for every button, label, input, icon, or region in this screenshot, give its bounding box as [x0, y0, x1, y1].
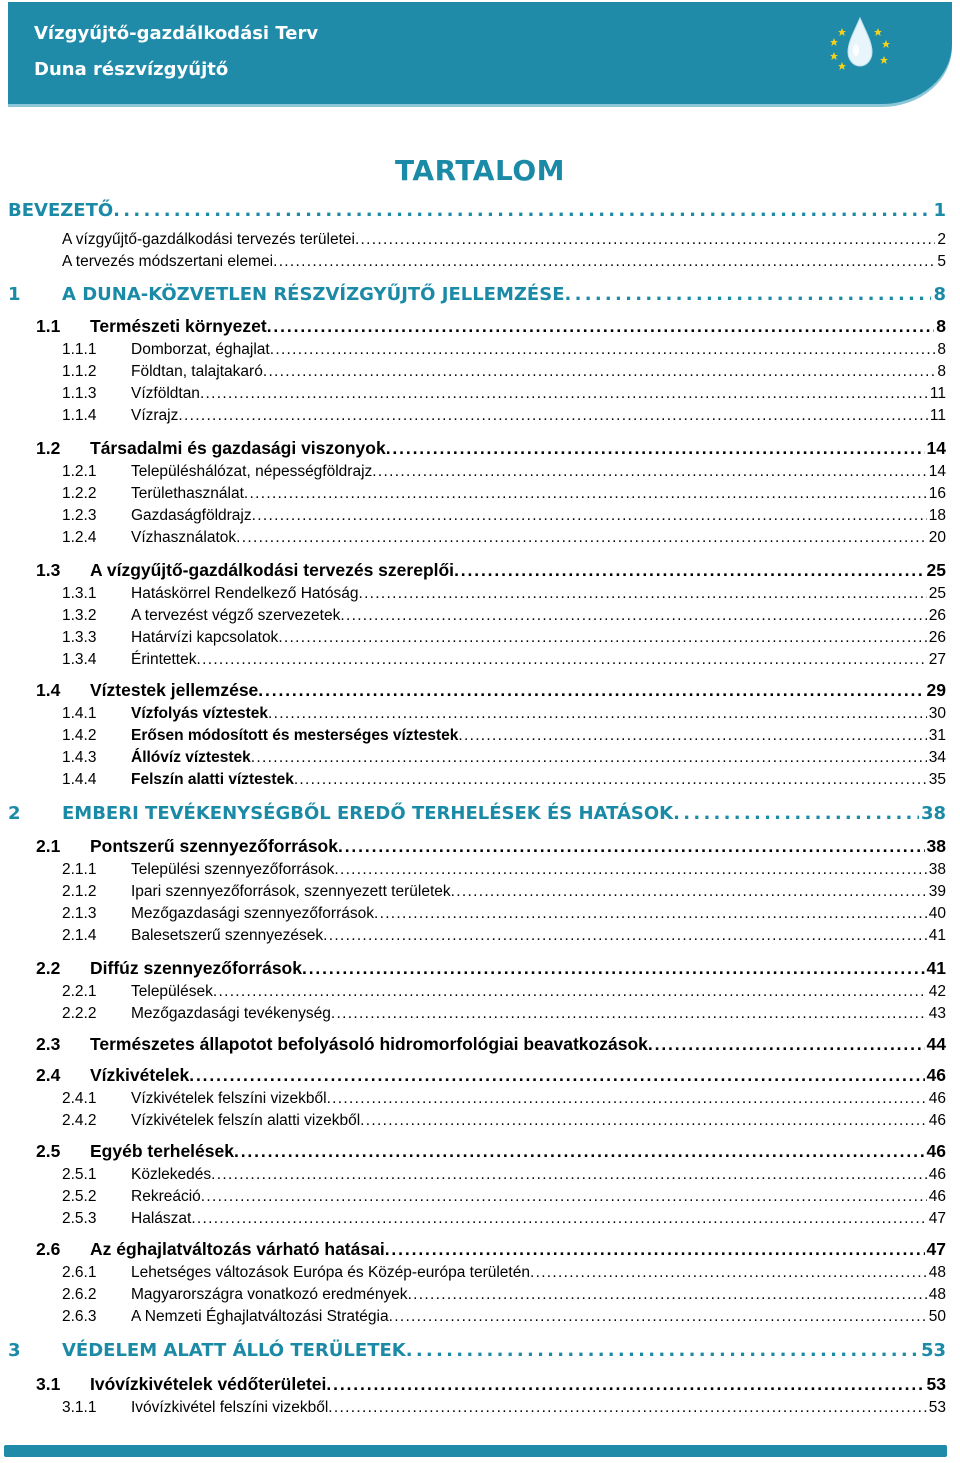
toc-entry-number: 1.3.2 — [62, 607, 97, 624]
toc-entry-title: Vízfolyás víztestek — [131, 705, 268, 722]
toc-entry-number: 2.1 — [36, 836, 61, 856]
toc-dot-leader — [451, 883, 927, 901]
toc-entry-page: 38 — [928, 861, 946, 878]
toc-entry-page: 38 — [920, 803, 946, 824]
toc-entry-number: 2.2.1 — [62, 983, 97, 1000]
toc-entry-page: 35 — [928, 771, 946, 788]
toc-entry-page: 2 — [937, 231, 946, 248]
toc-entry-number: 1.2.2 — [62, 485, 97, 502]
toc-entry-page: 40 — [928, 905, 946, 922]
toc-title: TARTALOM — [394, 154, 565, 187]
toc-entry-number: 1.3.1 — [62, 585, 97, 602]
toc-entry-page: 29 — [926, 680, 946, 700]
toc-entry-title: Halászat — [131, 1210, 192, 1227]
toc-entry-page: 42 — [928, 983, 946, 1000]
toc-entry-page: 14 — [926, 438, 946, 458]
toc-entry-title: Lehetséges változások Európa és Közép-európa területén — [131, 1264, 530, 1281]
toc-entry-title: Határvízi kapcsolatok — [131, 629, 279, 646]
toc-entry-title: Települési szennyezőforrások — [131, 861, 335, 878]
toc-entry-title: A vízgyűjtő-gazdálkodási tervezés területei — [62, 231, 355, 248]
toc-dot-leader — [360, 1112, 927, 1130]
toc-entry-title: Érintettek — [131, 651, 197, 668]
toc-dot-leader — [263, 363, 936, 381]
toc-entry-number: 2.3 — [36, 1034, 61, 1054]
toc-dot-leader — [252, 507, 927, 525]
toc-entry-page: 25 — [928, 585, 946, 602]
toc-dot-leader — [406, 1340, 919, 1361]
toc-dot-leader — [191, 1210, 926, 1228]
toc-entry-title: Felszín alatti víztestek — [131, 771, 294, 788]
toc-dot-leader — [244, 485, 927, 503]
toc-entry-title: Társadalmi és gazdasági viszonyok — [90, 438, 386, 458]
toc-entry-title: Az éghajlatváltozás várható hatásai — [90, 1239, 385, 1259]
toc-entry-number: 1.3.3 — [62, 629, 97, 646]
toc-entry-number: 2.6.2 — [62, 1286, 97, 1303]
toc-entry-number: 2 — [8, 803, 21, 824]
toc-entry-page: 27 — [928, 651, 946, 668]
toc-dot-leader — [327, 1090, 927, 1108]
toc-entry-title: Gazdaságföldrajz — [131, 507, 252, 524]
toc-dot-leader — [302, 958, 925, 979]
toc-dot-leader — [268, 705, 927, 723]
toc-dot-leader — [454, 560, 924, 581]
toc-entry-page: 14 — [928, 463, 946, 480]
toc-dot-leader — [189, 1065, 924, 1086]
toc-entry-title: Településhálózat, népességföldrajz — [131, 463, 373, 480]
document-header-band — [8, 2, 952, 104]
toc-entry-number: 2.1.2 — [62, 883, 97, 900]
toc-dot-leader — [270, 341, 936, 359]
toc-entry-title: Rekreáció — [131, 1188, 201, 1205]
toc-entry-page: 48 — [928, 1264, 946, 1281]
toc-entry-title: Vízkivételek felszín alatti vizekből — [131, 1112, 361, 1129]
toc-dot-leader — [358, 585, 926, 603]
toc-entry-number: 2.6.1 — [62, 1264, 97, 1281]
toc-entry-page: 48 — [928, 1286, 946, 1303]
toc-entry-title: Pontszerű szennyezőforrások — [90, 836, 338, 856]
toc-dot-leader — [211, 1166, 927, 1184]
toc-dot-leader — [565, 284, 932, 305]
toc-entry-title: Ivóvízkivételek védőterületei — [90, 1374, 327, 1394]
toc-dot-leader — [294, 771, 927, 789]
toc-entry-page: 46 — [928, 1090, 946, 1107]
toc-entry-title: Ipari szennyezőforrások, szennyezett területek — [131, 883, 451, 900]
toc-dot-leader — [201, 1188, 927, 1206]
toc-entry-page: 26 — [928, 629, 946, 646]
toc-entry-page: 16 — [928, 485, 946, 502]
toc-entry-page: 31 — [928, 727, 946, 744]
toc-entry-number: 2.1.4 — [62, 927, 97, 944]
toc-entry-number: 1.4.4 — [62, 771, 97, 788]
toc-entry-page: 50 — [928, 1308, 946, 1325]
toc-entry-number: 1.2.1 — [62, 463, 97, 480]
toc-entry-page: 11 — [929, 407, 946, 424]
toc-entry-number: 1.3.4 — [62, 651, 97, 668]
toc-entry-page: 47 — [926, 1239, 946, 1259]
toc-entry-page: 8 — [936, 316, 946, 336]
toc-entry-page: 41 — [928, 927, 946, 944]
toc-entry-number: 1.3 — [36, 560, 61, 580]
toc-entry-page: 26 — [928, 607, 946, 624]
toc-entry-page: 25 — [926, 560, 946, 580]
toc-entry-page: 44 — [926, 1034, 946, 1054]
toc-entry-page: 47 — [928, 1210, 946, 1227]
toc-entry-number: 2.4 — [36, 1065, 61, 1085]
toc-entry-title: Balesetszerű szennyezések — [131, 927, 324, 944]
toc-entry-title: Közlekedés — [131, 1166, 212, 1183]
toc-dot-leader — [338, 836, 925, 857]
toc-entry-page: 46 — [928, 1166, 946, 1183]
toc-dot-leader — [200, 385, 928, 403]
toc-entry-number: 3.1 — [36, 1374, 61, 1394]
toc-entry-number: 2.2.2 — [62, 1005, 97, 1022]
toc-dot-leader — [328, 1399, 926, 1417]
toc-entry-page: 43 — [928, 1005, 946, 1022]
toc-entry-title: Állóvíz víztestek — [131, 749, 251, 766]
toc-entry-title: Vízföldtan — [131, 385, 200, 402]
toc-entry-number: 1.2.4 — [62, 529, 97, 546]
toc-entry-number: 1 — [8, 284, 21, 305]
toc-entry-number: 1.1 — [36, 316, 61, 336]
header-title: Vízgyűjtő-gazdálkodási Terv — [34, 23, 319, 44]
toc-entry-title: Vízkivételek felszíni vizekből — [131, 1090, 327, 1107]
toc-entry-title: Víztestek jellemzése — [90, 680, 259, 700]
toc-dot-leader — [334, 861, 926, 879]
toc-entry-number: 3.1.1 — [62, 1399, 97, 1416]
toc-entry-title: VÉDELEM ALATT ÁLLÓ TERÜLETEK — [62, 1340, 406, 1361]
toc-dot-leader — [389, 1308, 927, 1326]
toc-dot-leader — [236, 529, 927, 547]
toc-entry-page: 46 — [926, 1065, 946, 1085]
toc-entry-number: 2.4.2 — [62, 1112, 97, 1129]
toc-entry-number: 1.1.4 — [62, 407, 97, 424]
toc-entry-title: Hatáskörrel Rendelkező Hatóság — [131, 585, 359, 602]
toc-entry-title: Települések — [131, 983, 213, 1000]
toc-entry-title: Egyéb terhelések — [90, 1141, 234, 1161]
toc-entry-page: 38 — [926, 836, 946, 856]
toc-entry-title: Területhasználat — [131, 485, 244, 502]
toc-entry-page: 8 — [937, 363, 946, 380]
toc-entry-number: 1.2 — [36, 438, 61, 458]
toc-entry-title: A tervezést végző szervezetek — [131, 607, 341, 624]
toc-entry-number: 2.1.3 — [62, 905, 97, 922]
toc-dot-leader — [530, 1264, 927, 1282]
toc-entry-title: Mezőgazdasági szennyezőforrások — [131, 905, 374, 922]
toc-entry-number: 2.6 — [36, 1239, 61, 1259]
toc-entry-number: 2.1.1 — [62, 861, 97, 878]
toc-dot-leader — [340, 607, 926, 625]
toc-entry-number: 1.4.1 — [62, 705, 97, 722]
toc-entry-number: 2.4.1 — [62, 1090, 97, 1107]
toc-entry-number: 3 — [8, 1340, 21, 1361]
toc-dot-leader — [213, 983, 927, 1001]
toc-entry-number: 2.5 — [36, 1141, 61, 1161]
toc-entry-number: 2.5.2 — [62, 1188, 97, 1205]
toc-dot-leader — [355, 231, 935, 249]
toc-entry-title: Ivóvízkivétel felszíni vizekből — [131, 1399, 329, 1416]
toc-entry-number: 1.1.2 — [62, 363, 97, 380]
toc-entry-page: 46 — [926, 1141, 946, 1161]
toc-entry-title: Magyarországra vonatkozó eredmények — [131, 1286, 408, 1303]
toc-entry-number: 2.2 — [36, 958, 61, 978]
toc-dot-leader — [278, 629, 926, 647]
toc-dot-leader — [234, 1141, 925, 1162]
toc-entry-title: A tervezés módszertani elemei — [62, 253, 274, 270]
toc-dot-leader — [386, 438, 925, 459]
toc-entry-title: A vízgyűjtő-gazdálkodási tervezés szereplői — [90, 560, 455, 580]
toc-dot-leader — [331, 1005, 927, 1023]
toc-entry-title: Diffúz szennyezőforrások — [90, 958, 302, 978]
toc-entry-title: BEVEZETŐ — [8, 200, 114, 221]
toc-entry-title: Vízkivételek — [90, 1065, 190, 1085]
toc-dot-leader — [385, 1239, 925, 1260]
toc-entry-title: EMBERI TEVÉKENYSÉGBŐL EREDŐ TERHELÉSEK ÉS HATÁSOK — [62, 803, 674, 824]
toc-dot-leader — [374, 905, 927, 923]
toc-entry-number: 2.6.3 — [62, 1308, 97, 1325]
toc-entry-page: 8 — [933, 284, 946, 305]
toc-dot-leader — [178, 407, 928, 425]
toc-entry-page: 39 — [928, 883, 946, 900]
toc-dot-leader — [372, 463, 926, 481]
footer-bar — [4, 1445, 947, 1457]
toc-entry-number: 1.1.1 — [62, 341, 97, 358]
toc-dot-leader — [258, 680, 924, 701]
toc-entry-number: 2.5.1 — [62, 1166, 97, 1183]
toc-entry-page: 5 — [937, 253, 946, 270]
toc-entry-page: 53 — [926, 1374, 946, 1394]
toc-entry-number: 1.2.3 — [62, 507, 97, 524]
toc-entry-page: 8 — [937, 341, 946, 358]
toc-entry-title: Mezőgazdasági tevékenység — [131, 1005, 331, 1022]
toc-dot-leader — [458, 727, 926, 745]
toc-entry-title: Domborzat, éghajlat — [131, 341, 270, 358]
toc-entry-page: 1 — [933, 200, 946, 221]
toc-entry-title: A DUNA-KÖZVETLEN RÉSZVÍZGYŰJTŐ JELLEMZÉSE — [62, 284, 565, 305]
toc-entry-title: A Nemzeti Éghajlatváltozási Stratégia — [131, 1308, 389, 1325]
toc-entry-title: Vízrajz — [131, 407, 179, 424]
toc-entry-page: 46 — [928, 1112, 946, 1129]
toc-entry-page: 11 — [929, 385, 946, 402]
header-subtitle: Duna részvízgyűjtő — [34, 59, 229, 80]
toc-entry-page: 53 — [928, 1399, 946, 1416]
toc-entry-page: 41 — [926, 958, 946, 978]
toc-dot-leader — [196, 651, 926, 669]
toc-entry-title: Erősen módosított és mesterséges víztestek — [131, 727, 459, 744]
toc-entry-page: 18 — [928, 507, 946, 524]
toc-dot-leader — [326, 1374, 924, 1395]
toc-entry-page: 34 — [928, 749, 946, 766]
toc-entry-title: Természeti környezet — [90, 316, 267, 336]
toc-entry-number: 2.5.3 — [62, 1210, 97, 1227]
toc-entry-number: 1.4.2 — [62, 727, 97, 744]
toc-dot-leader — [267, 316, 935, 337]
toc-entry-page: 20 — [928, 529, 946, 546]
toc-entry-title: Földtan, talajtakaró — [131, 363, 263, 380]
toc-dot-leader — [648, 1034, 925, 1055]
toc-dot-leader — [323, 927, 927, 945]
toc-entry-title: Vízhasználatok — [131, 529, 237, 546]
toc-dot-leader — [408, 1286, 927, 1304]
toc-dot-leader — [673, 803, 919, 824]
toc-dot-leader — [251, 749, 927, 767]
eu-stars-water-drop-logo-icon — [820, 14, 900, 74]
toc-entry-number: 1.4 — [36, 680, 61, 700]
toc-entry-number: 1.4.3 — [62, 749, 97, 766]
toc-entry-number: 1.1.3 — [62, 385, 97, 402]
toc-entry-page: 30 — [928, 705, 946, 722]
toc-entry-page: 53 — [920, 1340, 946, 1361]
toc-entry-page: 46 — [928, 1188, 946, 1205]
toc-entry-title: Természetes állapotot befolyásoló hidromorfológiai beavatkozások — [90, 1034, 648, 1054]
toc-dot-leader — [273, 253, 935, 271]
toc-dot-leader — [113, 200, 931, 221]
